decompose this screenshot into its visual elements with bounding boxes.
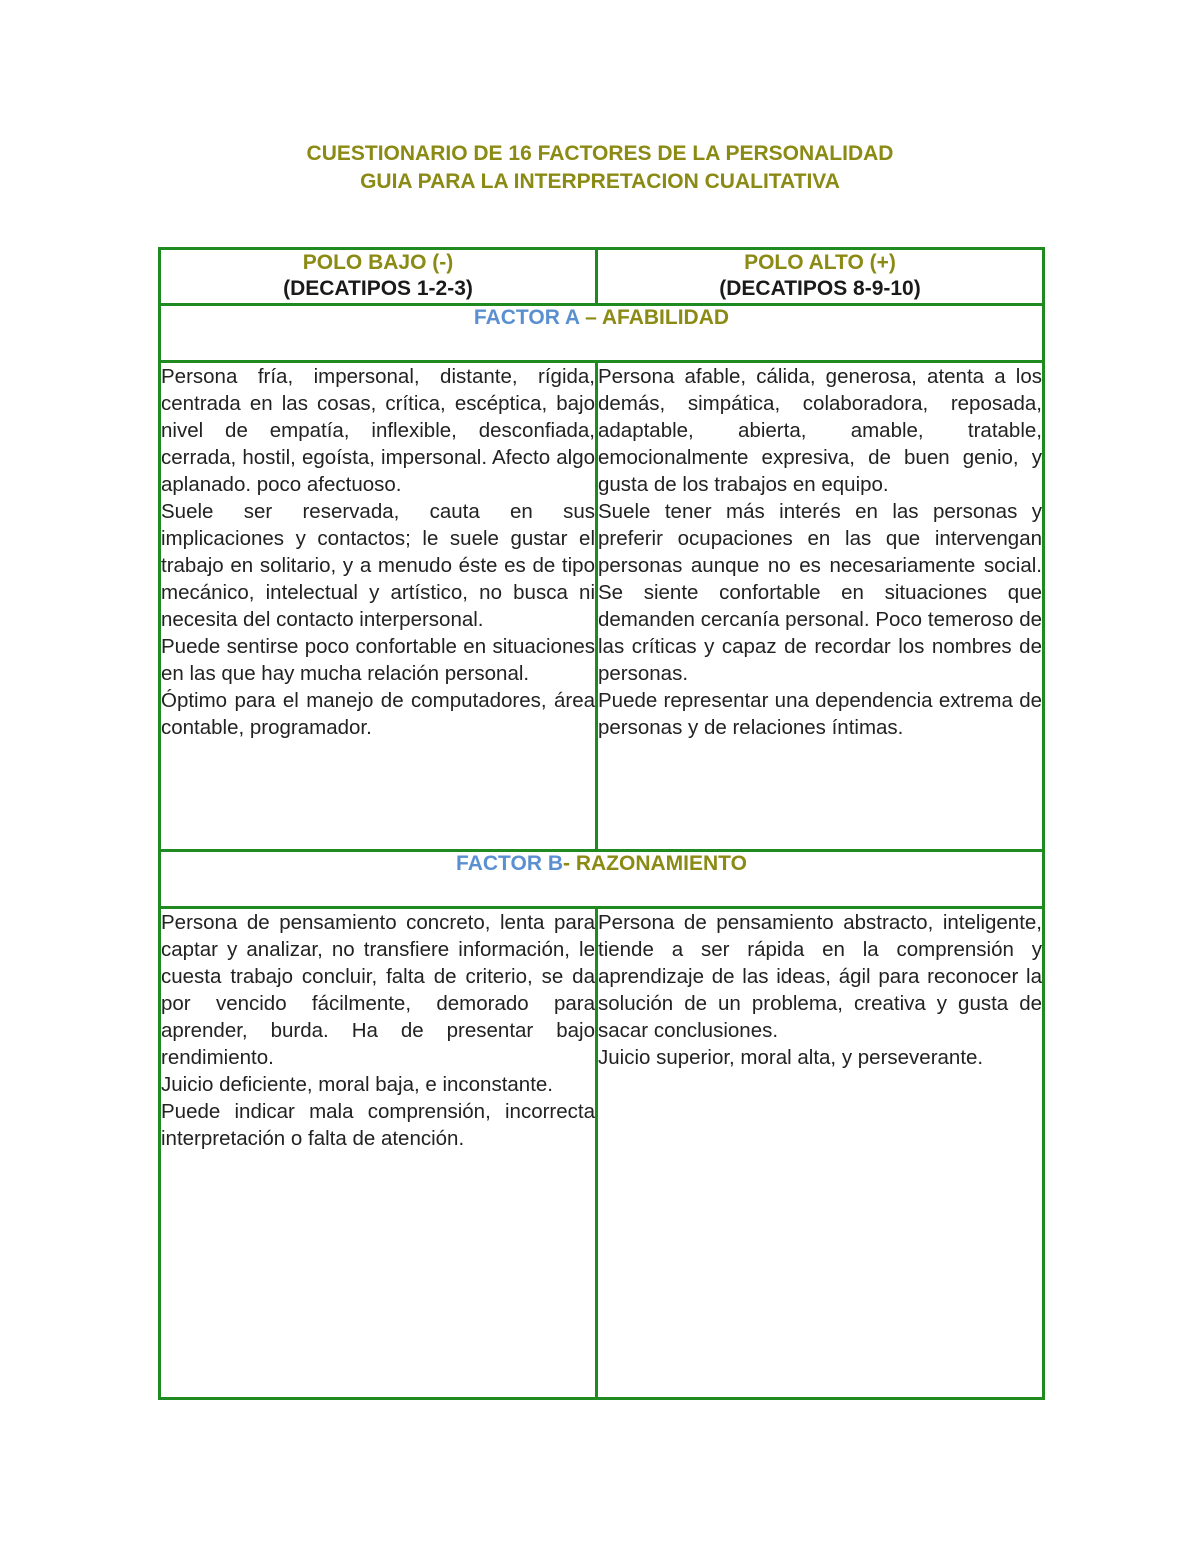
factor-b-high-paragraph: Juicio superior, moral alta, y perseverante.	[598, 1046, 984, 1069]
factor-a-low-paragraph: Puede sentirse poco confortable en situaciones en las que hay mucha relación personal.	[161, 635, 595, 685]
high-pole-range: (DECATIPOS 8-9-10)	[719, 277, 921, 300]
factor-a-high-paragraph: Puede representar una dependencia extrema de personas y de relaciones íntimas.	[598, 689, 1042, 739]
factor-b-low-cell	[160, 908, 597, 1399]
factor-a-name: AFABILIDAD	[601, 306, 730, 329]
factor-a-separator: –	[579, 306, 602, 329]
factor-b-high-cell	[597, 908, 1044, 1399]
factor-b-title-row	[160, 851, 1044, 908]
title-line-1: CUESTIONARIO DE 16 FACTORES DE LA PERSONALIDAD	[306, 142, 894, 165]
factor-a-title-row	[160, 305, 1044, 362]
factor-a-low-paragraph: Suele ser reservada, cauta en sus implicaciones y contactos; le suele gustar el trabajo en solitario, y a menudo éste es de tipo mecánico, intelectual y artístico, no busca ni necesita del contacto interpersonal.	[161, 500, 595, 631]
factor-b-low-paragraph: Persona de pensamiento concreto, lenta para captar y analizar, no transfiere información, le cuesta trabajo concluir, falta de criterio, se da por vencido fácilmente, demorado para aprender, burda. Ha de presentar bajo rendimiento.	[161, 911, 595, 1069]
high-pole-label: POLO ALTO (+)	[744, 251, 896, 274]
low-pole-range: (DECATIPOS 1-2-3)	[283, 277, 473, 300]
factor-b-title	[160, 851, 1044, 908]
factor-b-name: RAZONAMIENTO	[575, 852, 747, 875]
factor-b-row	[160, 908, 1044, 1399]
factor-b-separator: -	[563, 852, 576, 875]
factor-b-prefix: FACTOR B	[456, 852, 563, 875]
factor-b-low-paragraph: Juicio deficiente, moral baja, e inconstante.	[161, 1073, 554, 1096]
factor-a-prefix: FACTOR A	[473, 306, 580, 329]
low-pole-label: POLO BAJO (-)	[302, 251, 454, 274]
high-pole-header	[597, 249, 1044, 305]
factor-a-high-paragraph: Suele tener más interés en las personas y preferir ocupaciones en las que intervengan personas aunque no es necesariamente social. Se siente confortable en situaciones que demanden cercanía personal. Poco temeroso de las críticas y capaz de recordar los nombres de personas.	[598, 500, 1042, 685]
factor-b-high-paragraph: Persona de pensamiento abstracto, inteligente, tiende a ser rápida en la comprensión y aprendizaje de las ideas, ágil para reconocer la solución de un problema, creativa y gusta de sacar conclusiones.	[598, 911, 1042, 1042]
factor-a-high-paragraph: Persona afable, cálida, generosa, atenta a los demás, simpática, colaboradora, reposada, adaptable, abierta, amable, tratable, emocionalmente expresiva, de buen genio, y gusta de los trabajos en equipo.	[598, 365, 1042, 496]
document-title	[0, 140, 1200, 196]
factor-a-low-paragraph: Persona fría, impersonal, distante, rígida, centrada en las cosas, crítica, escéptica, bajo nivel de empatía, inflexible, desconfiada, cerrada, hostil, egoísta, impersonal. Afecto algo aplanado. poco afectuoso.	[161, 365, 595, 496]
title-line-2: GUIA PARA LA INTERPRETACION CUALITATIVA	[360, 170, 840, 193]
factor-table	[158, 247, 1045, 1400]
factor-b-low-paragraph: Puede indicar mala comprensión, incorrecta interpretación o falta de atención.	[161, 1100, 595, 1150]
header-row	[160, 249, 1044, 305]
factor-a-low-paragraph: Óptimo para el manejo de computadores, área contable, programador.	[161, 689, 595, 739]
factor-a-low-cell	[160, 362, 597, 851]
factor-a-high-cell	[597, 362, 1044, 851]
low-pole-header	[160, 249, 597, 305]
factor-a-row	[160, 362, 1044, 851]
factor-a-title	[160, 305, 1044, 362]
